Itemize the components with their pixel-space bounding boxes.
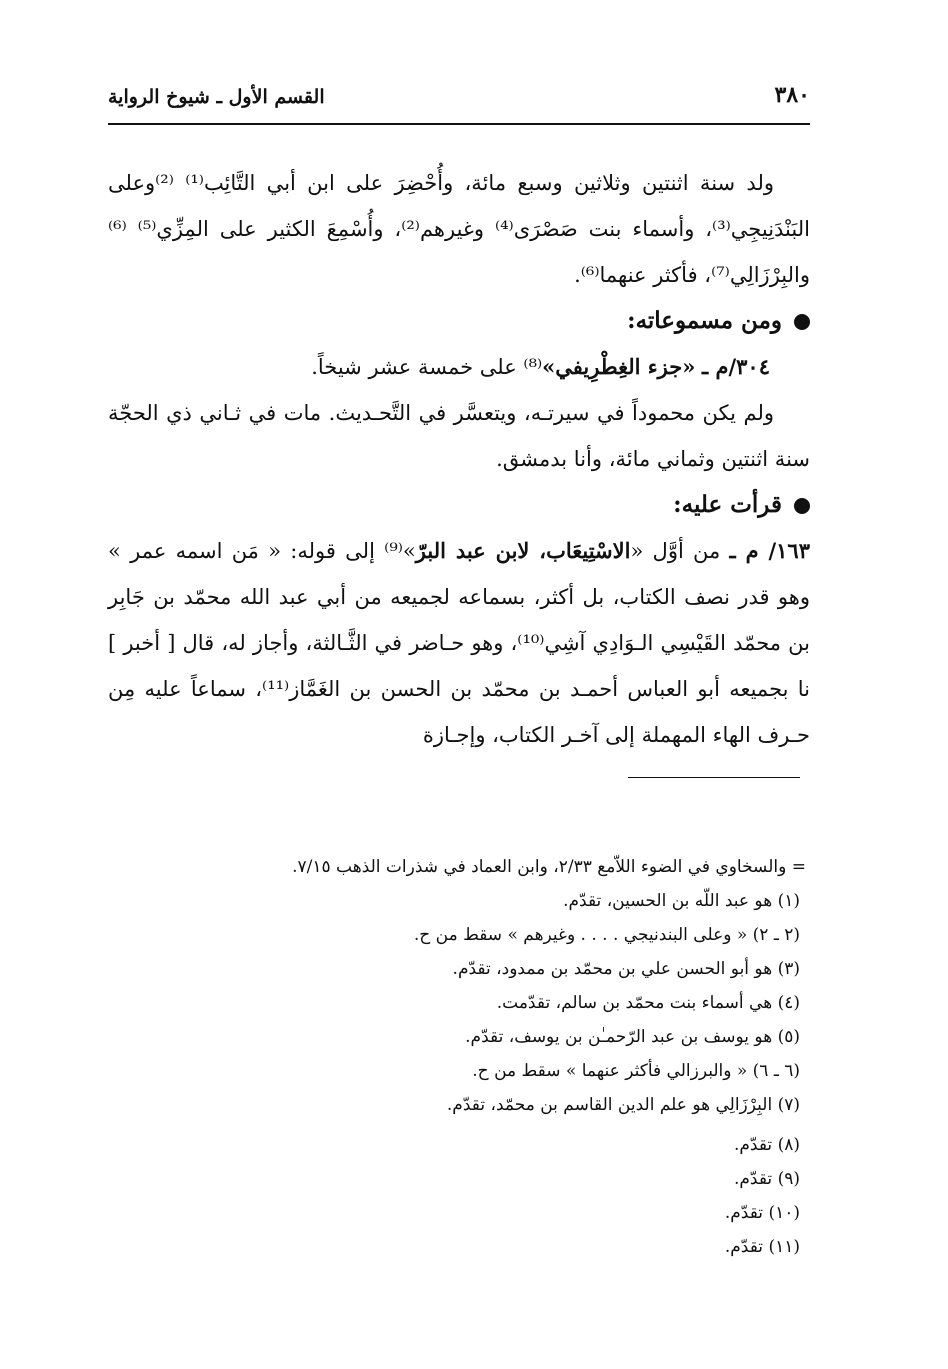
page-number: ٣٨٠ (774, 82, 810, 108)
footnote-separator (628, 777, 800, 778)
entry-163 (108, 528, 810, 758)
paragraph-death: ولم يكن محموداً في سيرتـه، ويتعسَّر في التَّحـديث. مات في ثـاني ذي الحجّة سنة اثنتين وثماني مائة، وأنا بدمشق. (108, 401, 810, 471)
footnote-4: (٤) هي أسماء بنت محمّد بن سالم، تقدّمت. (496, 993, 800, 1013)
footnote-6: (٦ ـ ٦) « والبرزالي فأكثر عنهما » سقط من ح. (472, 1061, 800, 1081)
footnotes (170, 850, 806, 1264)
entry-text: ⁽⁸⁾ على خمسة عشر شيخاً. (311, 355, 543, 379)
footnote-7: (٧) البِرْزَالِي هو علم الدين القاسم بن محمّد، تقدّم. (446, 1095, 800, 1115)
paragraph-birth: ولد سنة اثنتين وثلاثين وسبع مائة، وأُحْضِرَ على ابن أبي التَّائِب⁽¹⁾ ⁽²⁾وعلى البَنْدَنِيجِي⁽³⁾، وأسماء بنت صَصْرَى⁽⁴⁾ وغيرهم⁽²⁾، وأُسْمِعَ الكثير على المِزِّي⁽⁵⁾ ⁽⁶⁾والبِرْزَالِي⁽⁷⁾، فأكثر عنهما⁽⁶⁾. (108, 171, 810, 287)
entry-number: ٣٠٤/م ـ (702, 354, 770, 379)
main-text (108, 160, 810, 758)
entry-304 (108, 344, 810, 390)
running-title: القسم الأول ـ شيوخ الرواية (108, 86, 325, 108)
heading-masmouat (108, 298, 810, 344)
entry-text-a: من أوَّل « (630, 539, 721, 563)
footnote-8: (٨) تقدّم. (733, 1135, 800, 1155)
bullet-icon (794, 498, 810, 514)
entry-number: ١٦٣/ م ـ (729, 538, 810, 563)
heading-text: قرأت عليه: (673, 491, 782, 518)
header-rule (108, 123, 810, 125)
heading-text: ومن مسموعاته: (627, 307, 782, 334)
entry-title: «جزء الغِطْرِيفي» (542, 354, 696, 379)
entry-title: الاسْتِيعَاب، لابن عبد البرّ (415, 538, 631, 563)
footnote-3: (٣) هو أبو الحسن علي بن محمّد بن ممدود، تقدّم. (452, 959, 800, 979)
footnote-2: (٢ ـ ٢) « وعلى البندنيجي . . . . وغيرهم » سقط من ح. (413, 925, 800, 945)
heading-qarat (108, 482, 810, 528)
footnote-9: (٩) تقدّم. (733, 1169, 800, 1189)
entry-text-b: »⁽⁹⁾ إلى قوله: « مَن اسمه عمر » وهو قدر نصف الكتاب، بل أكثر، بسماعه لجميعه من أبي عبد الله محمّد بن جَابِر بن محمّد القَيْسِي الـوَادِي آشِي⁽¹⁰⁾، وهو حـاضر في الثَّـالثة، وأجاز له، قال [ أخبر ] نا بجميعه أبو العباس أحمـد بن محمّد بن الحسن بن الغَمَّاز⁽¹¹⁾، سماعاً عليه مِن حـرف الهاء المهملة إلى آخـر الكتاب، وإجـازة (108, 539, 810, 747)
bullet-icon (794, 314, 810, 330)
footnote-1: (١) هو عبد اللّه بن الحسين، تقدّم. (563, 891, 800, 911)
footnote-5: (٥) هو يوسف بن عبد الرّحمـٰن بن يوسف، تقدّم. (465, 1027, 800, 1047)
footnote-11: (١١) تقدّم. (724, 1237, 800, 1257)
footnote-continuation: = والسخاوي في الضوء اللاّمع ٢/٣٣، وابن العماد في شذرات الذهب ٧/١٥. (292, 857, 806, 877)
page-header (108, 82, 810, 116)
footnote-10: (١٠) تقدّم. (724, 1203, 800, 1223)
